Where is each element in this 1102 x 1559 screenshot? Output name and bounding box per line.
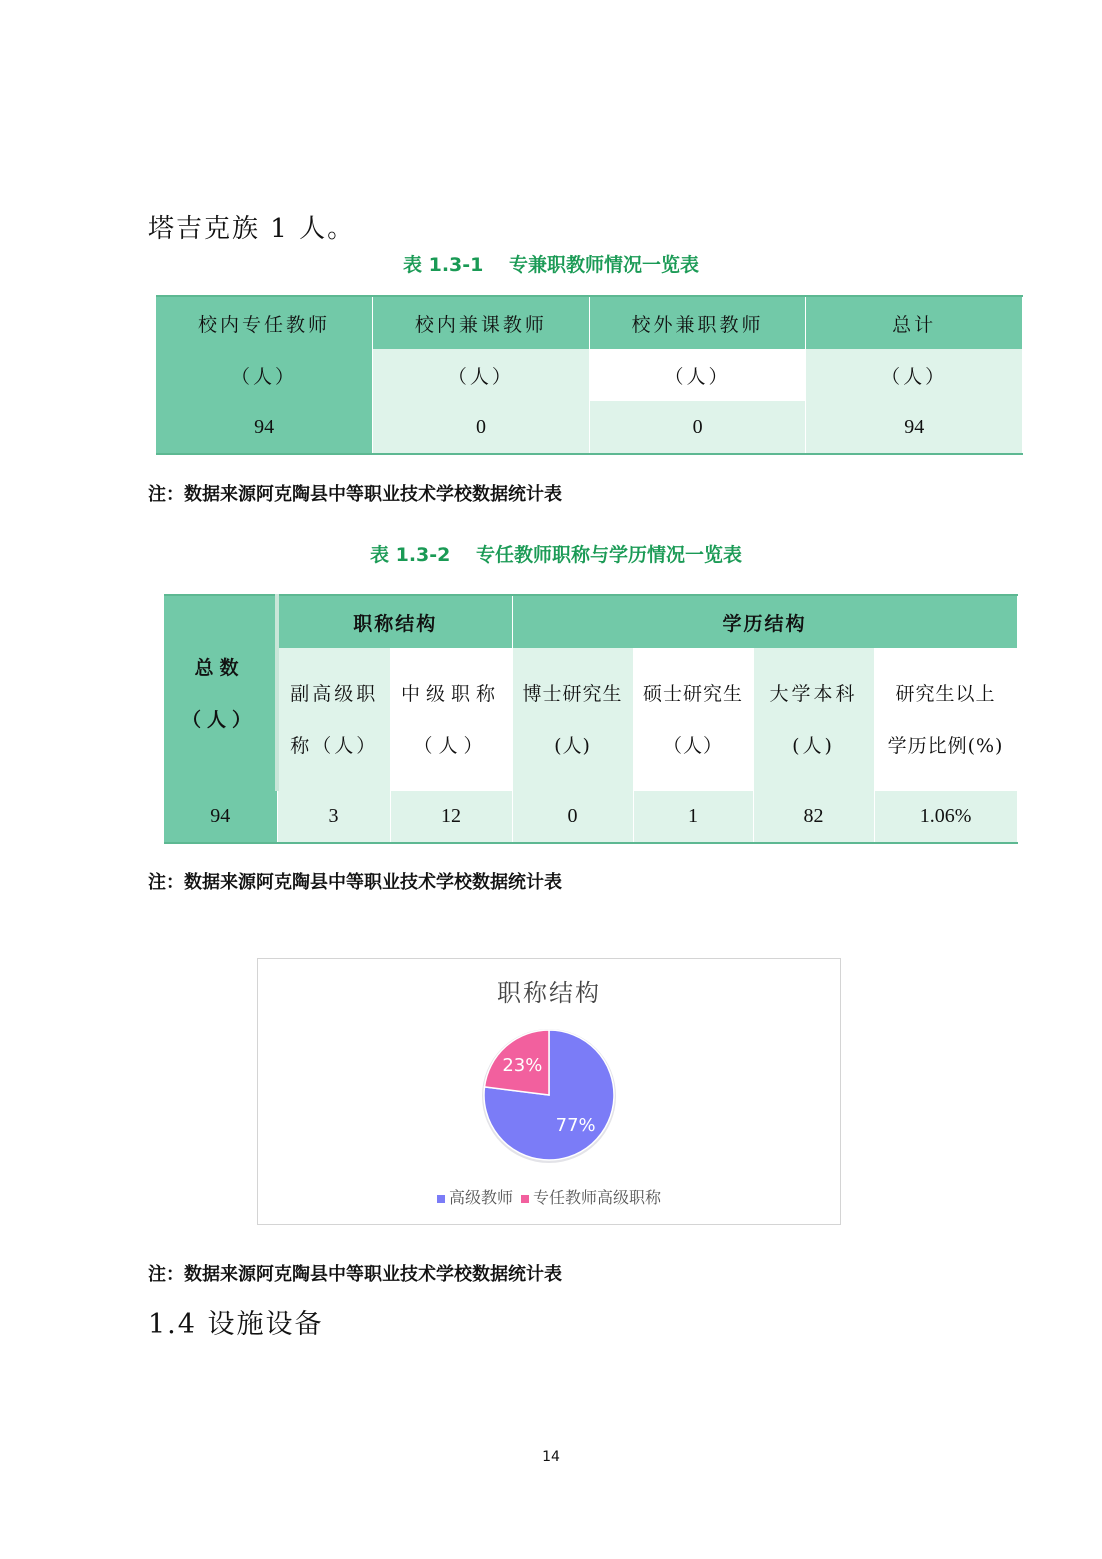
- table-unit-cell: （人）: [589, 349, 806, 401]
- table-header-cell: 校内兼课教师: [373, 296, 590, 349]
- title-structure-header: 职称结构: [277, 595, 512, 648]
- title-education-table: [164, 594, 1018, 844]
- total-label: 总数: [194, 656, 245, 679]
- section-heading: 1.4 设施设备: [148, 1309, 324, 1340]
- chart-title: 职称结构: [497, 979, 601, 1007]
- pie-data-label: 23%: [502, 1054, 543, 1076]
- column-header-line: 称（人）: [290, 734, 379, 757]
- table-unit-cell: （人）: [806, 349, 1023, 401]
- table-row: [156, 349, 1023, 401]
- table-value-cell: 3: [277, 791, 390, 843]
- table-value-cell: 1: [633, 791, 753, 843]
- table2-caption: 表 1.3-2 专任教师职称与学历情况一览表: [370, 544, 742, 566]
- table1-caption: 表 1.3-1 专兼职教师情况一览表: [403, 254, 699, 276]
- column-header-line: （人）: [413, 734, 489, 757]
- table-unit-cell: （人）: [373, 349, 590, 401]
- column-header-cell: [633, 648, 753, 791]
- column-header-line: 大学本科: [769, 682, 858, 705]
- column-header-line: （人）: [663, 734, 724, 757]
- table-header-cell: 校外兼职教师: [589, 296, 806, 349]
- table2-note: 注：数据来源阿克陶县中等职业技术学校数据统计表: [148, 872, 562, 893]
- column-header-line: 博士研究生: [522, 682, 623, 705]
- education-structure-header: 学历结构: [512, 595, 1017, 648]
- column-header-line: (人): [792, 734, 835, 757]
- table-header-cell: 总计: [806, 296, 1023, 349]
- page-number: 14: [542, 1449, 560, 1465]
- table-row: [164, 595, 1017, 648]
- chart-note: 注：数据来源阿克陶县中等职业技术学校数据统计表: [148, 1264, 562, 1285]
- column-header-cell: [512, 648, 633, 791]
- intro-text: 塔吉克族 1 人。: [148, 214, 356, 244]
- table-row: [156, 401, 1023, 454]
- column-header-cell: [390, 648, 512, 791]
- table1-note: 注：数据来源阿克陶县中等职业技术学校数据统计表: [148, 484, 562, 505]
- column-header-line: 副高级职: [290, 682, 379, 705]
- column-header-line: 硕士研究生: [643, 682, 744, 705]
- table-value-cell: 82: [753, 791, 874, 843]
- column-header-cell: [874, 648, 1017, 791]
- table-row: [164, 648, 1017, 791]
- column-header-line: 研究生以上: [895, 682, 996, 705]
- table-header-cell: 校内专任教师: [156, 296, 373, 349]
- column-header-cell: [753, 648, 874, 791]
- table-value-cell: 12: [390, 791, 512, 843]
- table-row: [156, 296, 1023, 349]
- chart-legend: [258, 1185, 840, 1208]
- total-unit: （人）: [181, 708, 257, 731]
- legend-swatch: [521, 1195, 529, 1203]
- table-value-cell: 0: [589, 401, 806, 454]
- total-header-cell: [164, 595, 277, 791]
- table-row: [164, 791, 1017, 843]
- pie-data-label: 77%: [555, 1115, 596, 1137]
- table-value-cell: 94: [806, 401, 1023, 454]
- column-header-line: 学历比例(%): [887, 734, 1004, 757]
- part-time-teacher-table: [156, 295, 1023, 455]
- legend-label: 专任教师高级职称: [533, 1188, 662, 1207]
- table-value-cell: 94: [156, 401, 373, 454]
- table-value-cell: 0: [512, 791, 633, 843]
- legend-item: [437, 1188, 513, 1207]
- legend-item: [521, 1188, 661, 1207]
- table-value-cell: 0: [373, 401, 590, 454]
- table-unit-cell: （人）: [156, 349, 373, 401]
- column-header-line: (人): [554, 734, 591, 757]
- column-header-cell: [277, 648, 390, 791]
- table-value-cell: 1.06%: [874, 791, 1017, 843]
- title-structure-chart: [257, 958, 841, 1225]
- legend-label: 高级教师: [448, 1188, 513, 1207]
- table-value-cell: 94: [164, 791, 277, 843]
- legend-swatch: [437, 1195, 445, 1203]
- column-header-line: 中级职称: [401, 682, 502, 705]
